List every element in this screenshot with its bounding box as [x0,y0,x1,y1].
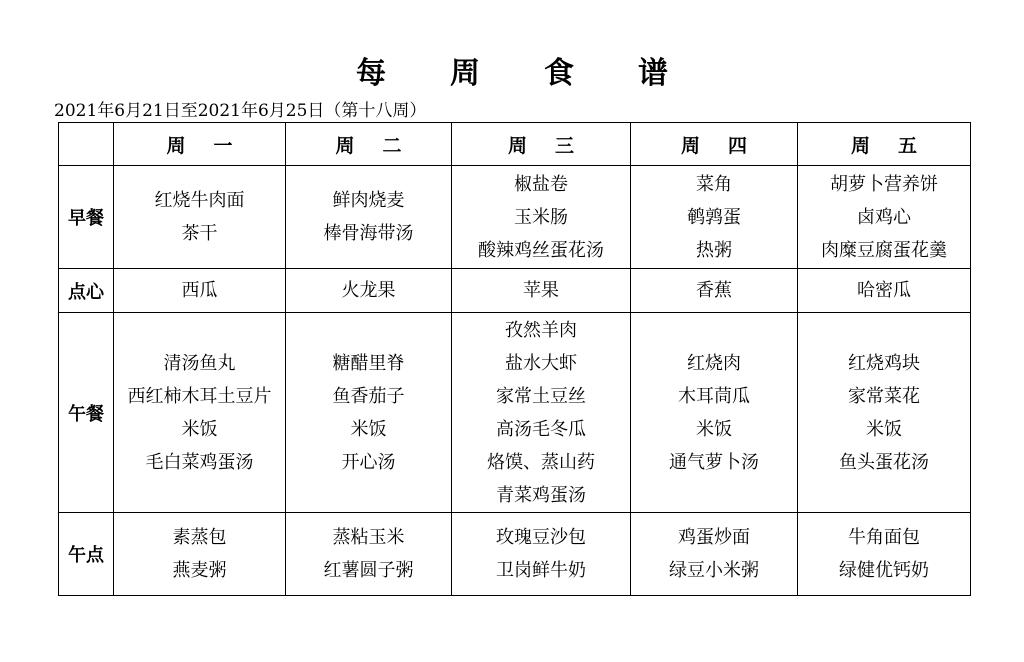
date-range: 2021年6月21日至2021年6月25日（第十八周） [54,101,427,121]
menu-cell [452,269,631,313]
dish-item: 卤鸡心 [857,206,911,228]
dish-item: 卫岗鲜牛奶 [496,560,586,581]
menu-cell [286,166,452,269]
meal-row [59,313,971,513]
menu-cell [631,313,798,513]
dish-item: 高汤毛冬瓜 [496,418,586,440]
menu-cell [114,513,286,596]
menu-cell [631,166,798,269]
dish-item: 燕麦粥 [172,560,227,581]
meal-row [59,513,971,596]
dish-item: 绿豆小米粥 [669,560,759,581]
dish-item: 红烧鸡块 [848,352,920,374]
dish-item: 椒盐卷 [514,173,568,195]
dish-item: 棒骨海带汤 [323,223,414,244]
menu-cell [114,166,286,269]
dish-item: 鹌鹑蛋 [687,206,741,228]
menu-cell [452,313,631,513]
dish-item: 绿健优钙奶 [839,560,929,581]
dish-item: 米饭 [866,418,902,440]
dish-item: 肉糜豆腐蛋花羹 [821,239,947,261]
dish-item: 玉米肠 [514,206,568,228]
dish-item: 菜角 [696,173,732,195]
dish-item: 红烧牛肉面 [154,190,245,211]
day-header: 周 一 [114,123,286,166]
title-char: 谱 [638,56,668,91]
dish-item: 热粥 [696,239,732,261]
title-char: 每 [356,56,386,91]
dish-item: 糖醋里脊 [332,352,405,374]
meal-row [59,269,971,313]
title-char: 食 [544,56,574,91]
dish-item: 鱼头蛋花汤 [839,451,929,473]
title-char: 周 [450,56,480,91]
dish-item: 鸡蛋炒面 [678,527,750,548]
dish-item: 西红柿木耳土豆片 [127,385,272,407]
dish-item: 酸辣鸡丝蛋花汤 [478,239,604,261]
day-header: 周 五 [798,123,971,166]
dish-item: 米饭 [350,418,387,440]
meal-label: 点心 [59,269,114,313]
menu-cell [114,269,286,313]
meal-label: 早餐 [59,166,114,269]
meal-row [59,166,971,269]
dish-item: 玫瑰豆沙包 [496,527,586,548]
dish-item: 香蕉 [696,280,732,301]
dish-item: 西瓜 [181,280,218,301]
dish-item: 孜然羊肉 [505,319,577,341]
dish-item: 蒸粘玉米 [332,527,405,548]
menu-cell [798,313,971,513]
meal-label: 午餐 [59,313,114,513]
menu-cell [286,313,452,513]
dish-item: 通气萝卜汤 [669,451,759,473]
menu-cell [798,166,971,269]
dish-item: 青菜鸡蛋汤 [496,484,586,506]
meal-label: 午点 [59,513,114,596]
dish-item: 红烧肉 [687,352,741,374]
menu-cell [798,513,971,596]
dish-item: 鲜肉烧麦 [332,190,405,211]
dish-item: 胡萝卜营养饼 [830,173,938,195]
menu-cell [798,269,971,313]
day-header: 周 三 [452,123,631,166]
dish-item: 盐水大虾 [505,352,577,374]
dish-item: 茶干 [181,223,218,244]
header-row [59,123,971,166]
corner-cell [59,123,114,166]
dish-item: 木耳茼瓜 [678,385,750,407]
dish-item: 烙馍、蒸山药 [487,451,595,473]
dish-item: 素蒸包 [172,527,227,548]
dish-item: 家常菜花 [848,385,920,407]
menu-cell [631,513,798,596]
dish-item: 牛角面包 [848,527,920,548]
dish-item: 火龙果 [341,280,396,301]
dish-item: 哈密瓜 [857,280,911,301]
day-header: 周 二 [286,123,452,166]
menu-cell [631,269,798,313]
day-header: 周 四 [631,123,798,166]
menu-cell [286,269,452,313]
dish-item: 米饭 [181,418,218,440]
dish-item: 毛白菜鸡蛋汤 [145,451,254,473]
menu-cell [286,513,452,596]
dish-item: 苹果 [523,280,559,301]
menu-cell [114,313,286,513]
menu-cell [452,166,631,269]
dish-item: 米饭 [696,418,732,440]
dish-item: 开心汤 [341,451,396,473]
page-title [0,48,1024,92]
dish-item: 家常土豆丝 [496,385,586,407]
menu-cell [452,513,631,596]
weekly-menu-table [58,122,971,596]
dish-item: 鱼香茄子 [332,385,405,407]
dish-item: 红薯圆子粥 [323,560,414,581]
dish-item: 清汤鱼丸 [163,352,236,374]
